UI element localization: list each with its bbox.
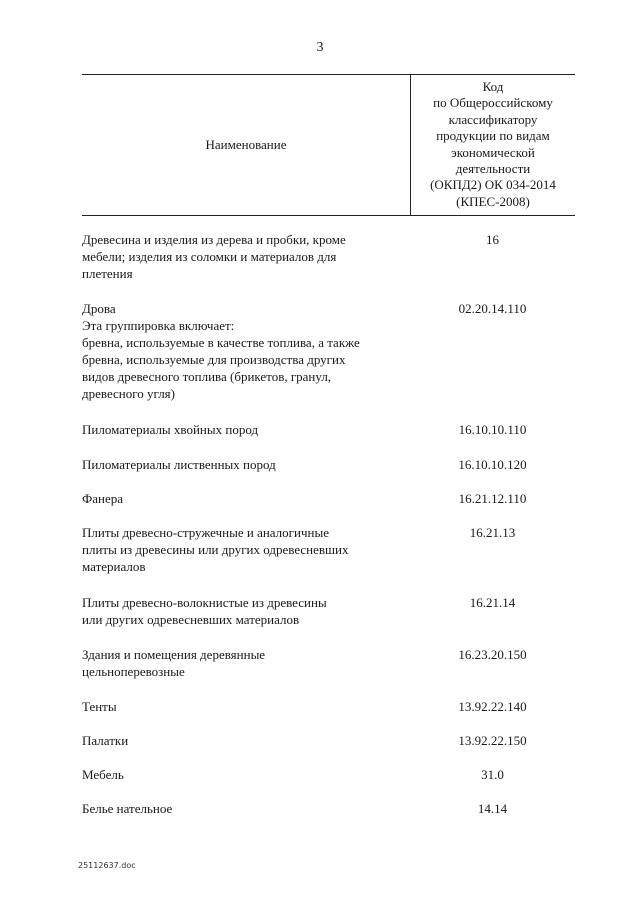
row-code: 16.10.10.120: [458, 457, 527, 472]
header-code-line: экономической: [451, 144, 535, 160]
row-name-line: плетения: [82, 266, 133, 281]
row-name-line: Здания и помещения деревянные: [82, 647, 266, 662]
table-row: [82, 594, 575, 628]
row-name-line: Фанера: [82, 491, 124, 506]
row-code: 16.21.12.110: [458, 491, 527, 506]
row-name-line: Палатки: [82, 733, 129, 748]
table-header: [82, 74, 575, 216]
row-name: [82, 732, 410, 749]
row-name-line: видов древесного топлива (брикетов, гранул,: [82, 369, 332, 384]
header-code-line: Код: [482, 79, 504, 94]
row-name: [82, 231, 410, 282]
table-row: [82, 456, 575, 473]
table-row: [82, 646, 575, 680]
row-name-line: материалов: [82, 559, 146, 574]
header-code-line: продукции по видам: [436, 128, 550, 144]
header-code-line: по Общероссийскому: [433, 95, 553, 111]
row-code: 31.0: [481, 767, 504, 782]
row-name-line: Мебель: [82, 767, 124, 782]
header-code-line: классификатору: [448, 111, 538, 127]
row-name-line: плиты из древесины или других одревесневших: [82, 542, 349, 557]
row-name: [82, 421, 410, 438]
row-code: 02.20.14.110: [458, 301, 527, 316]
table-row: [82, 698, 575, 715]
row-name-line: Эта группировка включает:: [82, 318, 235, 333]
row-name: [82, 800, 410, 817]
row-code: 16.10.10.110: [458, 422, 527, 437]
row-name: [82, 698, 410, 715]
table-row: [82, 800, 575, 817]
row-name-line: бревна, используемые в качестве топлива, а также: [82, 335, 360, 350]
row-name: [82, 490, 410, 507]
page-number: 3: [316, 40, 324, 55]
row-name-line: Плиты древесно-стружечные и аналогичные: [82, 525, 329, 540]
table-row: [82, 766, 575, 783]
row-code: 13.92.22.140: [458, 699, 527, 714]
row-name-line: или других одревесневших материалов: [82, 612, 300, 627]
row-code: 16: [486, 232, 499, 247]
row-code: 16.21.13: [469, 525, 516, 540]
header-code-line: деятельности: [455, 161, 531, 177]
header-code: [410, 75, 575, 215]
row-name-line: Тенты: [82, 699, 117, 714]
row-name-line: Дрова: [82, 301, 116, 316]
row-name-line: Пиломатериалы хвойных пород: [82, 422, 259, 437]
table-row: [82, 524, 575, 575]
row-name-line: Плиты древесно-волокнистые из древесины: [82, 595, 327, 610]
row-name-line: цельноперевозные: [82, 664, 185, 679]
row-name: [82, 646, 410, 680]
row-name-line: древесного угля): [82, 386, 175, 401]
row-name: [82, 766, 410, 783]
row-code: 16.23.20.150: [458, 647, 527, 662]
row-name-line: Белье нательное: [82, 801, 173, 816]
row-code: 13.92.22.150: [458, 733, 527, 748]
row-name-line: бревна, используемые для производства других: [82, 352, 346, 367]
row-code: 14.14: [477, 801, 508, 816]
table-row: [82, 231, 575, 282]
row-code: 16.21.14: [469, 595, 516, 610]
classifier-table: [82, 74, 575, 816]
table-row: [82, 300, 575, 402]
row-name-line: Пиломатериалы лиственных пород: [82, 457, 276, 472]
table-row: [82, 490, 575, 507]
table-row: [82, 732, 575, 749]
header-code-line: (КПЕС-2008): [456, 193, 530, 209]
header-code-line: (ОКПД2) ОК 034-2014: [430, 177, 556, 193]
header-name: Наименование: [205, 137, 287, 152]
row-name: [82, 594, 410, 628]
row-name: [82, 524, 410, 575]
row-name-line: Древесина и изделия из дерева и пробки, кроме: [82, 232, 346, 247]
row-name: [82, 456, 410, 473]
table-row: [82, 421, 575, 438]
row-name: [82, 300, 410, 402]
row-name-line: мебели; изделия из соломки и материалов для: [82, 249, 337, 264]
document-filename: 25112637.doc: [78, 861, 136, 870]
